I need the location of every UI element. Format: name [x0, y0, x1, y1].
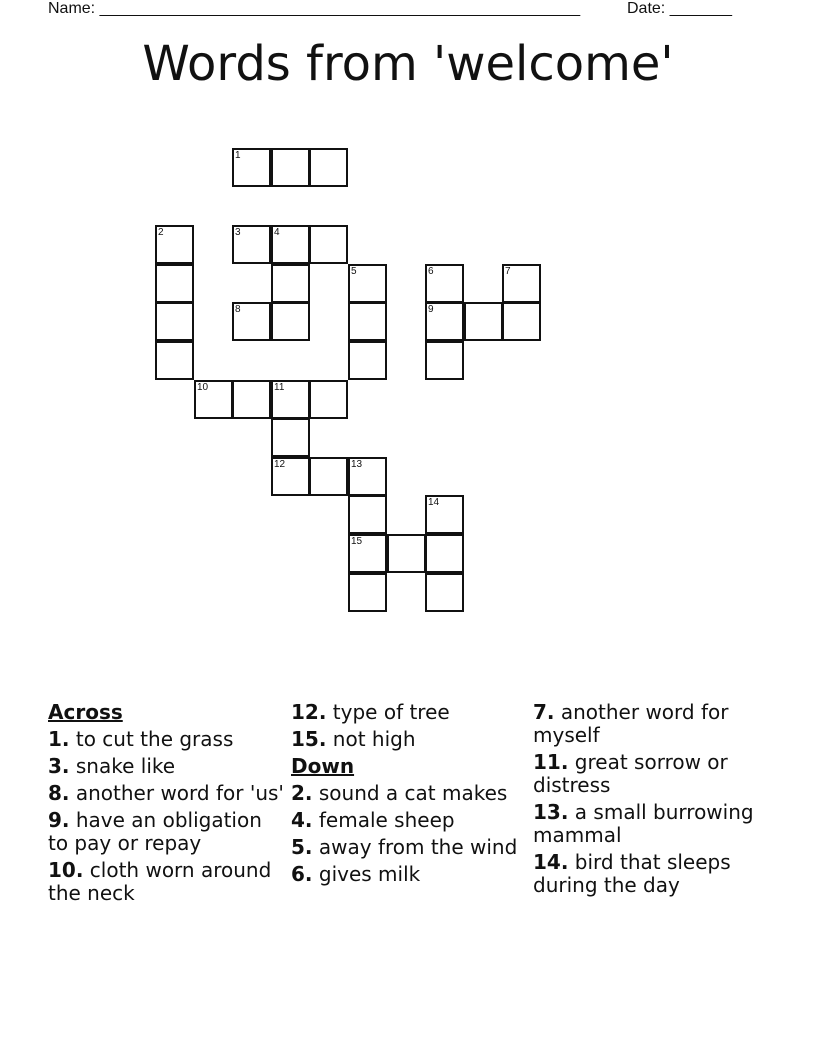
clue-number: 6: [428, 266, 434, 277]
clue-number: 12: [274, 459, 286, 470]
grid-cell[interactable]: [309, 225, 348, 264]
clue-down-13: 13. a small burrowing mammal: [533, 800, 754, 847]
clues-column-1: [48, 701, 284, 909]
clue-number: 3: [235, 227, 241, 238]
grid-cell[interactable]: [348, 457, 387, 496]
clues-column-2: [291, 701, 527, 890]
grid-cell[interactable]: [425, 341, 464, 380]
clue-number: 1: [235, 150, 241, 161]
clue-down-6: 6. gives milk: [291, 862, 421, 886]
grid-cell[interactable]: [271, 418, 310, 457]
clue-across-12: 12. type of tree: [291, 700, 450, 724]
grid-cell[interactable]: [155, 302, 194, 341]
clue-down-14: 14. bird that sleeps during the day: [533, 850, 731, 897]
grid-cell[interactable]: [232, 380, 271, 419]
grid-cell[interactable]: [425, 573, 464, 612]
grid-cell[interactable]: [232, 302, 271, 341]
grid-cell[interactable]: [387, 534, 426, 573]
grid-cell[interactable]: [502, 264, 541, 303]
clue-across-8: 8. another word for 'us': [48, 781, 284, 805]
grid-cell[interactable]: [271, 302, 310, 341]
clue-number: 10: [197, 382, 209, 393]
grid-cell[interactable]: [309, 457, 348, 496]
grid-cell[interactable]: [502, 302, 541, 341]
grid-cell[interactable]: [348, 264, 387, 303]
clue-across-1: 1. to cut the grass: [48, 727, 234, 751]
clue-across-15: 15. not high: [291, 727, 416, 751]
clue-down-2: 2. sound a cat makes: [291, 781, 508, 805]
grid-cell[interactable]: [425, 534, 464, 573]
grid-cell[interactable]: [348, 341, 387, 380]
grid-cell[interactable]: [309, 380, 348, 419]
grid-cell[interactable]: [271, 380, 310, 419]
clue-across-10: 10. cloth worn around the neck: [48, 858, 272, 905]
clue-number: 5: [351, 266, 357, 277]
clues-column-3: [533, 701, 763, 901]
clue-across-9: 9. have an obligation to pay or repay: [48, 808, 262, 855]
grid-cell[interactable]: [271, 264, 310, 303]
grid-cell[interactable]: [232, 225, 271, 264]
grid-cell[interactable]: [309, 148, 348, 187]
grid-cell[interactable]: [425, 302, 464, 341]
grid-cell[interactable]: [464, 302, 503, 341]
grid-cell[interactable]: [155, 341, 194, 380]
clue-number: 13: [351, 459, 363, 470]
grid-cell[interactable]: [348, 302, 387, 341]
clue-down-4: 4. female sheep: [291, 808, 455, 832]
clue-across-3: 3. snake like: [48, 754, 176, 778]
clue-number: 15: [351, 536, 363, 547]
name-field-label: Name: ______________________________________________________: [48, 0, 581, 17]
across-heading: Across: [48, 700, 123, 724]
grid-cell[interactable]: [232, 148, 271, 187]
clue-number: 11: [274, 382, 285, 393]
grid-cell[interactable]: [271, 225, 310, 264]
clue-down-5: 5. away from the wind: [291, 835, 518, 859]
page-title: Words from 'welcome': [142, 36, 674, 92]
clue-number: 9: [428, 304, 434, 315]
clue-number: 7: [505, 266, 511, 277]
clue-number: 2: [158, 227, 164, 238]
grid-cell[interactable]: [271, 148, 310, 187]
grid-cell[interactable]: [271, 457, 310, 496]
grid-cell[interactable]: [194, 380, 233, 419]
date-field-label: Date: _______: [627, 0, 732, 17]
clue-down-11: 11. great sorrow or distress: [533, 750, 728, 797]
grid-cell[interactable]: [348, 534, 387, 573]
grid-cell[interactable]: [425, 495, 464, 534]
clue-number: 14: [428, 497, 440, 508]
grid-cell[interactable]: [348, 495, 387, 534]
grid-cell[interactable]: [155, 225, 194, 264]
clue-number: 4: [274, 227, 280, 238]
grid-cell[interactable]: [348, 573, 387, 612]
clue-down-7: 7. another word for myself: [533, 700, 729, 747]
grid-cell[interactable]: [425, 264, 464, 303]
clue-number: 8: [235, 304, 241, 315]
grid-cell[interactable]: [155, 264, 194, 303]
down-heading: Down: [291, 754, 355, 778]
